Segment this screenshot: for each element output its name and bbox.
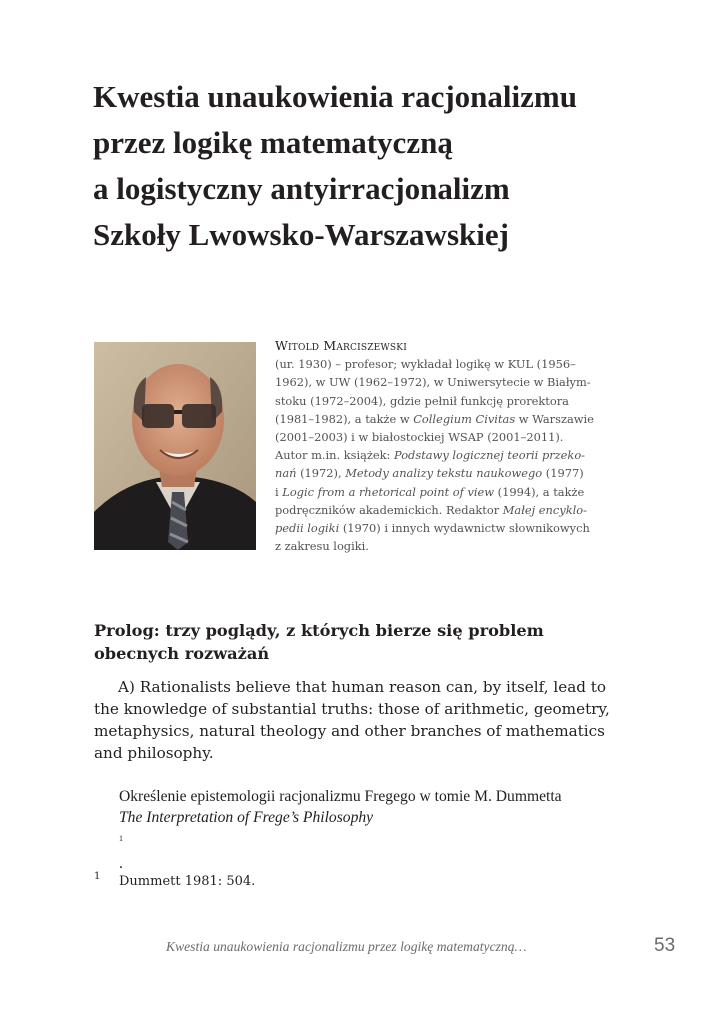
paragraph-line: metaphysics, natural theology and other branches of mathematics: [94, 722, 605, 740]
bio-italic-text: nań: [275, 466, 297, 481]
running-head: Kwestia unaukowienia racjonalizmu przez logikę matematyczną…: [166, 939, 527, 954]
title-line: przez logikę matematyczną: [93, 125, 453, 160]
author-portrait-image: [94, 342, 256, 550]
body-paragraph: [94, 676, 614, 764]
bio-text: w Warszawie: [515, 411, 594, 426]
footnote-ref[interactable]: 1: [119, 834, 123, 843]
book-title: The Interpretation of Frege’s Philosophy: [119, 809, 374, 826]
bio-line: [275, 519, 595, 537]
heading-line: Prolog: trzy poglądy, z których bierze się problem: [94, 621, 544, 641]
bio-italic-text: pedii logiki: [275, 521, 340, 536]
paragraph-line: A) Rationalists believe that human reason can, by itself, lead to: [118, 678, 607, 696]
bio-text: podręczników akademickich. Redaktor: [275, 502, 503, 517]
bio-text: i: [275, 484, 283, 499]
bio-italic-text: Metody analizy tekstu naukowego: [345, 466, 543, 481]
footnote-number: 1: [94, 871, 101, 882]
bio-italic-text: Podstawy logicznej teorii przeko-: [394, 448, 586, 463]
paragraph-line: and philosophy.: [94, 744, 214, 762]
bio-text: Autor m.in. książek:: [275, 448, 394, 463]
title-line: Kwestia unaukowienia racjonalizmu: [93, 79, 577, 114]
bio-text: (1994), a także: [494, 484, 585, 499]
bio-line: z zakresu logiki.: [275, 539, 369, 554]
author-name: Witold Marciszewski: [275, 338, 407, 353]
title-line: a logistyczny antyirracjonalizm: [93, 171, 510, 206]
chapter-title: [93, 74, 693, 258]
bio-text: (1977): [542, 466, 584, 481]
bio-text: (1970) i innych wydawnictw słownikowych: [339, 521, 590, 536]
quote-block: [119, 786, 619, 874]
bio-line: 1962), w UW (1962–1972), w Uniwersytecie w Białym-: [275, 375, 591, 390]
bio-line: (2001–2003) i w białostockiej WSAP (2001–2011).: [275, 430, 564, 445]
section-heading: [94, 619, 614, 665]
bio-line: (ur. 1930) – profesor; wykładał logikę w KUL (1956–: [275, 357, 576, 372]
bio-italic-text: Logic from a rhetorical point of view: [282, 484, 495, 499]
title-line: Szkoły Lwowsko-Warszawskiej: [93, 217, 509, 252]
bio-text: (1972),: [296, 466, 346, 481]
bio-italic-text: Małej encyklo-: [502, 502, 587, 517]
paragraph-line: the knowledge of substantial truths: those of arithmetic, geometry,: [94, 700, 610, 718]
quote-line: [119, 807, 619, 874]
bio-line: [275, 410, 595, 428]
page-number: 53: [654, 935, 676, 956]
bio-line: [275, 464, 595, 482]
bio-line: [275, 446, 595, 464]
bio-line: stoku (1972–2004), gdzie pełnił funkcję prorektora: [275, 393, 569, 408]
heading-line: obecnych rozważań: [94, 644, 270, 664]
bio-line: [275, 483, 595, 501]
author-photo: [94, 342, 256, 550]
bio-text: (1981–1982), a także w: [275, 411, 414, 426]
bio-italic-text: Collegium Civitas: [413, 411, 516, 426]
quote-text: .: [119, 855, 123, 872]
footnote-text: Dummett 1981: 504.: [119, 874, 256, 889]
bio-line: [275, 501, 595, 519]
quote-line: Określenie epistemologii racjonalizmu Fregego w tomie M. Dummetta: [119, 788, 562, 805]
author-bio: [275, 337, 595, 555]
